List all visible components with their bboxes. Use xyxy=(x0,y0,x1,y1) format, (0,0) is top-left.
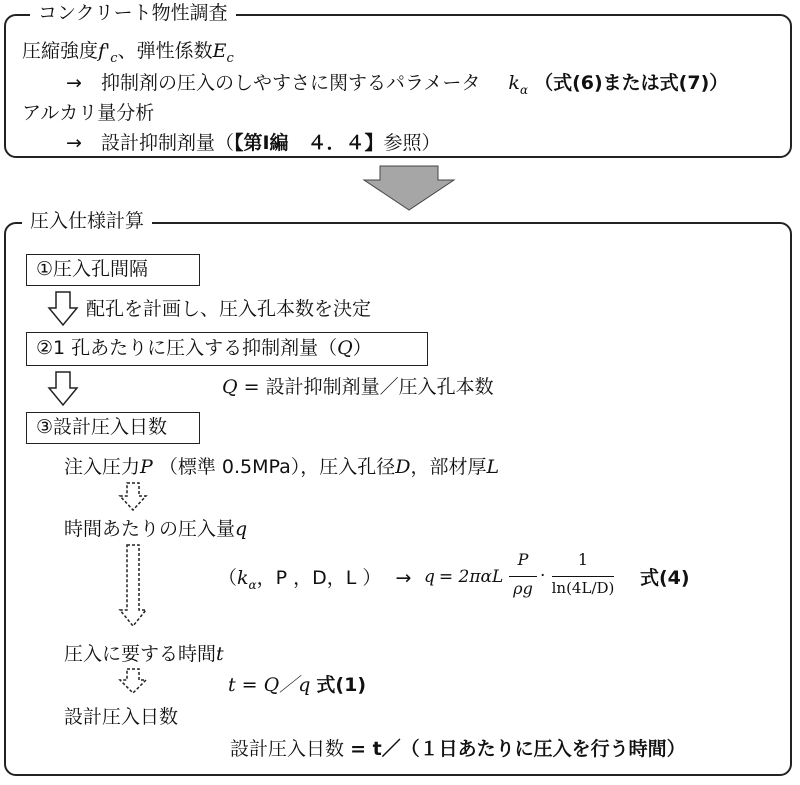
step1-label: ①圧入孔間隔 xyxy=(36,258,149,280)
time-label: 圧入に要する時間t xyxy=(64,643,224,665)
days-label: 設計圧入日数 xyxy=(64,706,179,728)
days-formula: 設計圧入日数 = t／（１日あたりに圧入を行う時間） xyxy=(230,738,686,760)
survey-title: コンクリート物性調査 xyxy=(30,4,236,23)
step1-note: 配孔を計画し、圧入孔本数を決定 xyxy=(86,298,372,320)
frac2-numerator: 1 xyxy=(577,550,589,569)
formula-lhs: q = 2παL xyxy=(424,567,504,587)
formula-dot: · xyxy=(540,566,546,586)
q-formula: Q = 設計抑制剤量／圧入孔本数 xyxy=(222,376,494,398)
step3-label: ③設計圧入日数 xyxy=(36,416,168,438)
frac1-bar xyxy=(509,576,537,577)
frac2-denominator: ln(4L/D) xyxy=(551,579,615,597)
big-down-arrow-icon xyxy=(364,166,454,210)
hollow-down-arrow-icon xyxy=(48,292,78,326)
survey-line-alkali: アルカリ量分析 xyxy=(22,102,155,124)
dashed-long-down-arrow-icon xyxy=(118,544,148,628)
frac1-numerator: P xyxy=(517,550,529,569)
survey-line-design-amount: → 設計抑制剤量（【第Ⅰ編 ４．４】参照） xyxy=(66,132,441,154)
frac1-denominator: ρg xyxy=(513,579,533,598)
formula-params: （$k_\alpha$，P ，D，L ） → xyxy=(218,567,412,592)
dashed-down-arrow-icon xyxy=(118,668,148,694)
formula-ref: 式(4) xyxy=(640,567,690,589)
calc-title: 圧入仕様計算 xyxy=(22,212,152,231)
frac2-bar xyxy=(552,576,614,577)
survey-line-strength: 圧縮強度$f'_c$、弾性係数$E_c$ xyxy=(22,40,234,66)
t-formula: t = Q／q 式(1) xyxy=(228,674,367,696)
rate-label: 時間あたりの圧入量q xyxy=(64,518,248,540)
dashed-down-arrow-icon xyxy=(118,482,148,512)
injection-conditions: 注入圧力P （標準 0.5MPa），圧入孔径D，部材厚L xyxy=(64,456,500,478)
survey-line-parameter: → 抑制剤の圧入のしやすさに関するパラメータ $k_\alpha$ （式(6)または式(7)） xyxy=(66,72,729,97)
step2-label: ②1 孔あたりに圧入する抑制剤量（Q） xyxy=(36,337,372,359)
hollow-down-arrow-icon xyxy=(48,372,78,406)
